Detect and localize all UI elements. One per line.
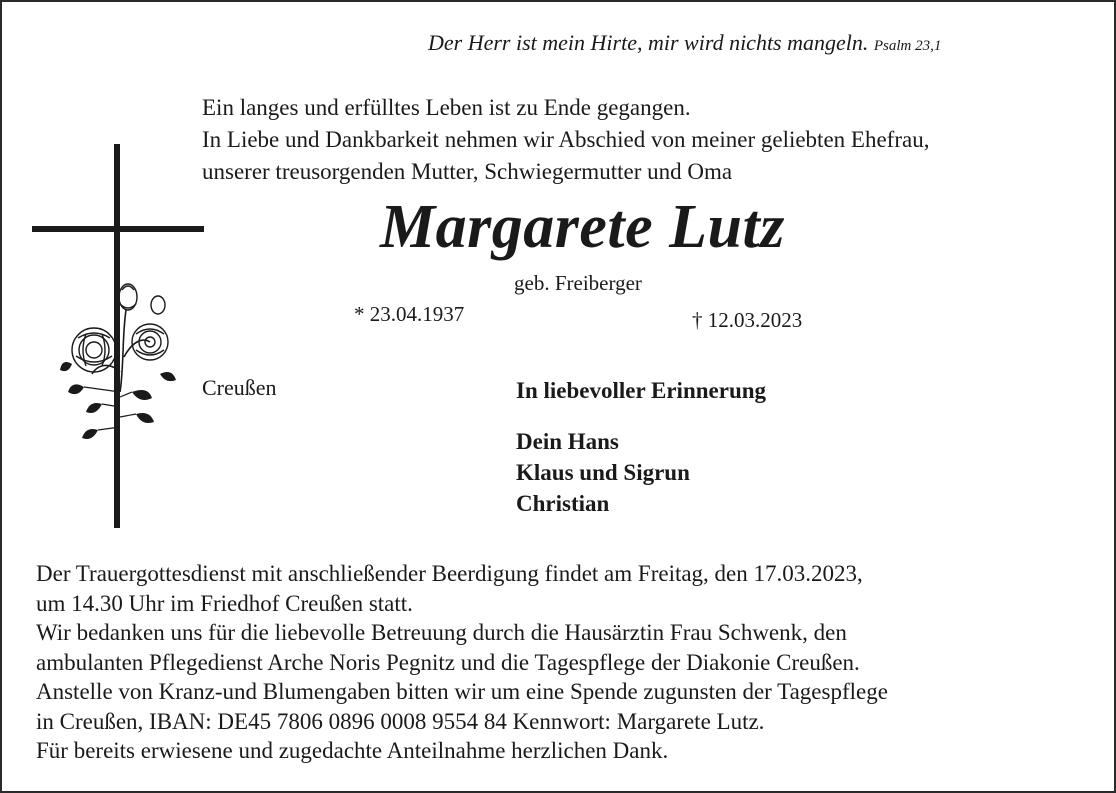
cross-with-roses-icon <box>32 142 204 532</box>
deceased-name: Margarete Lutz <box>380 193 785 261</box>
intro-text <box>202 92 929 188</box>
intro-line: unserer treusorgenden Mutter, Schwiegermutter und Oma <box>202 159 733 184</box>
intro-line: In Liebe und Dankbarkeit nehmen wir Abschied von meiner geliebten Ehefrau, <box>202 127 930 152</box>
service-details <box>36 559 888 766</box>
body-line: Anstelle von Kranz-und Blumengaben bitten wir um eine Spende zugunsten der Tagespflege <box>36 679 888 704</box>
family-member: Klaus und Sigrun <box>516 460 690 485</box>
motto-reference: Psalm 23,1 <box>873 38 942 54</box>
motto-text: Der Herr ist mein Hirte, mir wird nichts mangeln. <box>428 30 869 55</box>
body-line: Der Trauergottesdienst mit anschließender Beerdigung findet am Freitag, den 17.03.2023, <box>36 561 863 586</box>
memory-heading: In liebevoller Erinnerung <box>516 378 767 403</box>
intro-line: Ein langes und erfülltes Leben ist zu Ende gegangen. <box>202 95 691 120</box>
body-line: Wir bedanken uns für die liebevolle Betreuung durch die Hausärztin Frau Schwenk, den <box>36 620 847 645</box>
death-date: † 12.03.2023 <box>692 308 803 332</box>
place-name: Creußen <box>202 375 277 400</box>
body-line: um 14.30 Uhr im Friedhof Creußen statt. <box>36 590 413 616</box>
psalm-motto <box>428 30 941 56</box>
body-line: in Creußen, IBAN: DE45 7806 0896 0008 9554 84 Kennwort: Margarete Lutz. <box>36 708 765 734</box>
family-list <box>516 426 690 519</box>
family-member: Dein Hans <box>516 429 619 454</box>
birth-date: * 23.04.1937 <box>354 302 465 326</box>
body-line: Für bereits erwiesene und zugedachte Anteilnahme herzlichen Dank. <box>36 738 669 763</box>
family-member: Christian <box>516 491 610 516</box>
body-line: ambulanten Pflegedienst Arche Noris Pegnitz und die Tagespflege der Diakonie Creußen. <box>36 649 860 675</box>
maiden-name: geb. Freiberger <box>514 271 642 295</box>
